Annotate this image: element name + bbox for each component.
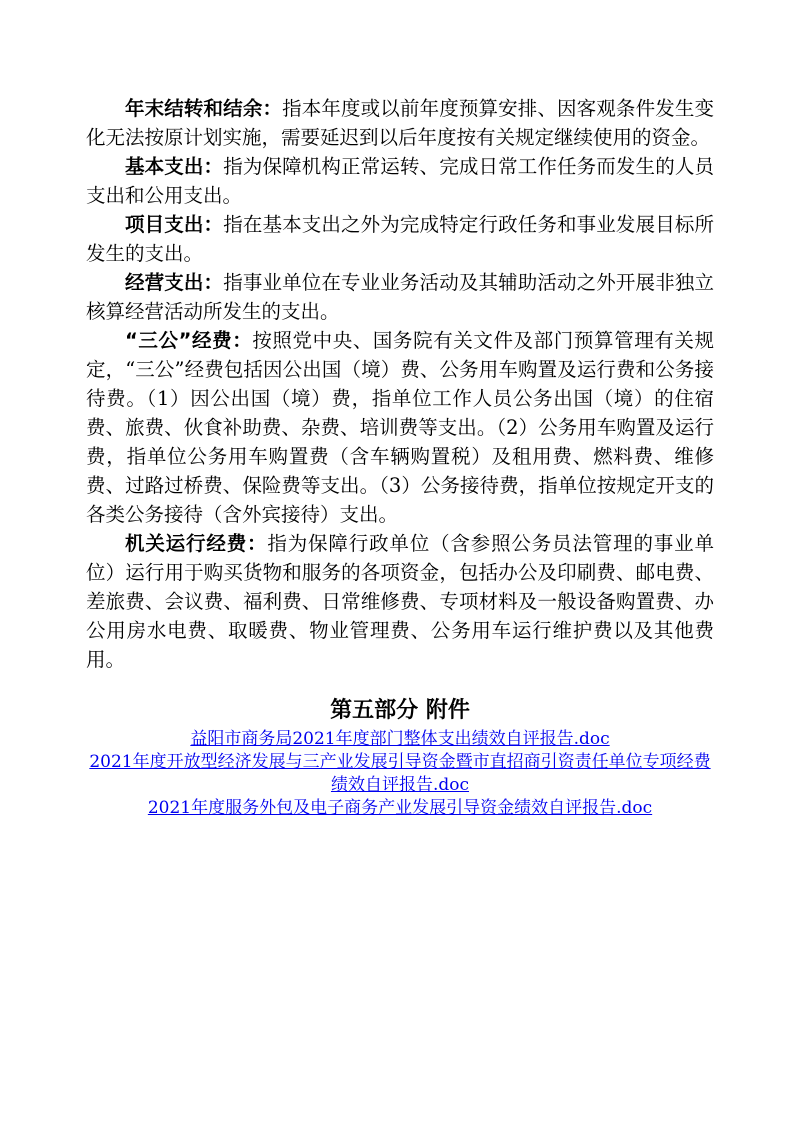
attachment-list [86, 728, 714, 820]
definition-operating-funds [86, 529, 714, 674]
definition-term: 基本支出： [125, 155, 224, 178]
definition-business-expenditure [86, 268, 714, 326]
definition-text: 指本年度或以前年度预算安排、因客观条件发生变化无法按原计划实施，需要延迟到以后年度按有关规定继续使用的资金。 [86, 97, 714, 149]
definition-term: 经营支出： [125, 271, 224, 294]
attachment-link-overall-report[interactable]: 益阳市商务局2021年度部门整体支出绩效自评报告.doc [190, 729, 610, 749]
definition-carryover [86, 94, 714, 152]
definition-term: 机关运行经费： [125, 532, 268, 555]
attachment-link-outsourcing-report[interactable]: 2021年度服务外包及电子商务产业发展引导资金绩效自评报告.doc [147, 798, 653, 818]
definition-term: 年末结转和结余： [125, 97, 283, 120]
definition-text: 指在基本支出之外为完成特定行政任务和事业发展目标所发生的支出。 [86, 213, 714, 265]
list-item [86, 797, 714, 820]
definition-term: 项目支出： [125, 213, 224, 236]
definition-term: “三公”经费： [125, 329, 253, 352]
list-item [86, 728, 714, 751]
definition-basic-expenditure [86, 152, 714, 210]
document-page [86, 94, 714, 820]
definition-three-public-funds [86, 326, 714, 529]
definition-text: 指为保障机构正常运转、完成日常工作任务而发生的人员支出和公用支出。 [86, 155, 714, 207]
attachment-link-open-economy-report[interactable]: 2021年度开放型经济发展与三产业发展引导资金暨市直招商引资责任单位专项经费绩效自评报告.doc [89, 752, 711, 795]
section-title: 第五部分 附件 [330, 698, 470, 723]
definition-text: 指事业单位在专业业务活动及其辅助活动之外开展非独立核算经营活动所发生的支出。 [86, 271, 714, 323]
list-item [86, 751, 714, 797]
definition-text: 指为保障行政单位（含参照公务员法管理的事业单位）运行用于购买货物和服务的各项资金，包括办公及印刷费、邮电费、差旅费、会议费、福利费、日常维修费、专项材料及一般设备购置费、办公用房水电费、取暖费、物业管理费、公务用车运行维护费以及其他费用。 [86, 532, 714, 671]
definition-project-expenditure [86, 210, 714, 268]
definition-text: 按照党中央、国务院有关文件及部门预算管理有关规定，“三公”经费包括因公出国（境）费、公务用车购置及运行费和公务接待费。（1）因公出国（境）费，指单位工作人员公务出国（境）的住宿费、旅费、伙食补助费、杂费、培训费等支出。（2）公务用车购置及运行费，指单位公务用车购置费（含车辆购置税）及租用费、燃料费、维修费、过路过桥费、保险费等支出。（3）公务接待费，指单位按规定开支的各类公务接待（含外宾接待）支出。 [86, 329, 714, 526]
